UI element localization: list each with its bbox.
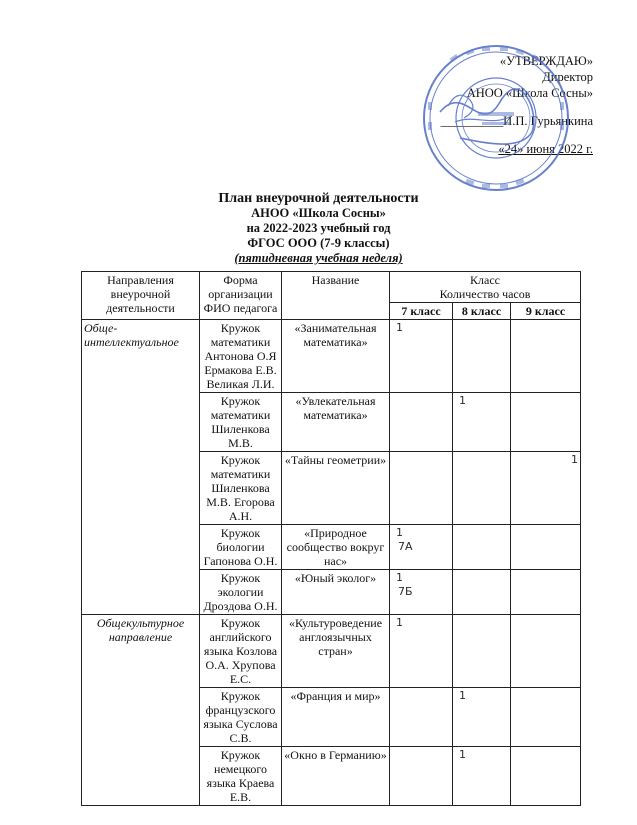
name-cell: «Тайны геометрии»	[282, 452, 390, 525]
grade-9-cell	[511, 525, 581, 570]
approval-date-month: » июня	[517, 142, 559, 156]
form-cell: Кружок биологии Гапонова О.Н.	[200, 525, 282, 570]
approval-position: Директор	[542, 70, 593, 84]
header-class	[390, 272, 581, 303]
grade-7-cell	[390, 452, 453, 525]
form-cell: Кружок математики Антонова О.Я Ермакова Е.В. Великая Л.И.	[200, 320, 282, 393]
plan-table	[81, 271, 581, 806]
table-row	[82, 320, 581, 393]
title-main: План внеурочной деятельности	[218, 191, 419, 206]
header-grade-9: 9 класс	[511, 303, 581, 320]
grade-8-cell	[453, 615, 511, 688]
title-year: на 2022-2023 учебный год	[246, 221, 391, 235]
grade-9-cell	[511, 393, 581, 452]
name-cell: «Юный эколог»	[282, 570, 390, 615]
header-form: Форма организации ФИО педагога	[200, 272, 282, 320]
header-row	[82, 272, 581, 303]
hours-value: 1	[396, 571, 403, 584]
title-week: (пятидневная учебная неделя)	[234, 251, 403, 265]
grade-8-cell: 1	[453, 747, 511, 806]
form-cell: Кружок математики Шиленкова М.В.	[200, 393, 282, 452]
grade-7-cell	[390, 688, 453, 747]
form-cell: Кружок экологии Дроздова О.Н.	[200, 570, 282, 615]
form-cell: Кружок английского языка Козлова О.А. Хрупова Е.С.	[200, 615, 282, 688]
hours-value: 1	[396, 616, 403, 629]
approval-signature-line: __________И.П. Гурьянкина	[440, 114, 593, 128]
grade-7-cell	[390, 570, 453, 615]
hours-value: 1	[396, 526, 403, 539]
header-hours-label: Количество часов	[439, 287, 531, 301]
grade-8-cell	[453, 320, 511, 393]
grade-7-cell	[390, 615, 453, 688]
grade-7-cell	[390, 320, 453, 393]
form-cell: Кружок математики Шиленкова М.В. Егорова А.Н.	[200, 452, 282, 525]
name-cell: «Увлекательная математика»	[282, 393, 390, 452]
grade-9-cell	[511, 615, 581, 688]
grade-9-cell	[511, 688, 581, 747]
form-cell: Кружок французского языка Суслова С.В.	[200, 688, 282, 747]
class-group: 7А	[398, 540, 413, 553]
approval-date-day: 24	[504, 142, 518, 156]
name-cell: «Культуроведение англоязычных стран»	[282, 615, 390, 688]
approval-heading: «УТВЕРЖДАЮ»	[499, 54, 593, 68]
name-cell: «Занимательная математика»	[282, 320, 390, 393]
grade-8-cell	[453, 525, 511, 570]
title-standard: ФГОС ООО (7-9 классы)	[247, 236, 390, 250]
header-grade-7: 7 класс	[390, 303, 453, 320]
grade-9-cell	[511, 320, 581, 393]
name-cell: «Окно в Германию»	[282, 747, 390, 806]
hours-value: 1	[396, 321, 403, 334]
title-org: АНОО «Школа Сосны»	[251, 206, 386, 220]
school-stamp-seal	[420, 42, 572, 194]
grade-7-cell	[390, 525, 453, 570]
header-grade-8: 8 класс	[453, 303, 511, 320]
grade-8-cell: 1	[453, 688, 511, 747]
header-class-label: Класс	[470, 273, 500, 287]
document-title	[0, 191, 637, 266]
approval-date-open: «	[498, 142, 505, 156]
approval-date-year: 2022 г.	[558, 142, 593, 156]
grade-8-cell: 1	[453, 393, 511, 452]
grade-8-cell	[453, 570, 511, 615]
class-group: 7Б	[398, 585, 413, 598]
grade-9-cell	[511, 747, 581, 806]
form-cell: Кружок немецкого языка Краева Е.В.	[200, 747, 282, 806]
grade-9-cell: 1	[511, 452, 581, 525]
header-direction: Направления внеурочной деятельности	[82, 272, 200, 320]
direction-cell: Общекультурное направление	[82, 615, 200, 806]
name-cell: «Франция и мир»	[282, 688, 390, 747]
direction-cell: Обще-интеллектуальное	[82, 320, 200, 615]
approval-org: АНОО «Школа Сосны»	[466, 86, 593, 100]
name-cell: «Природное сообщество вокруг нас»	[282, 525, 390, 570]
header-name: Название	[282, 272, 390, 320]
grade-7-cell	[390, 747, 453, 806]
grade-7-cell	[390, 393, 453, 452]
grade-8-cell	[453, 452, 511, 525]
table-row	[82, 615, 581, 688]
grade-9-cell	[511, 570, 581, 615]
